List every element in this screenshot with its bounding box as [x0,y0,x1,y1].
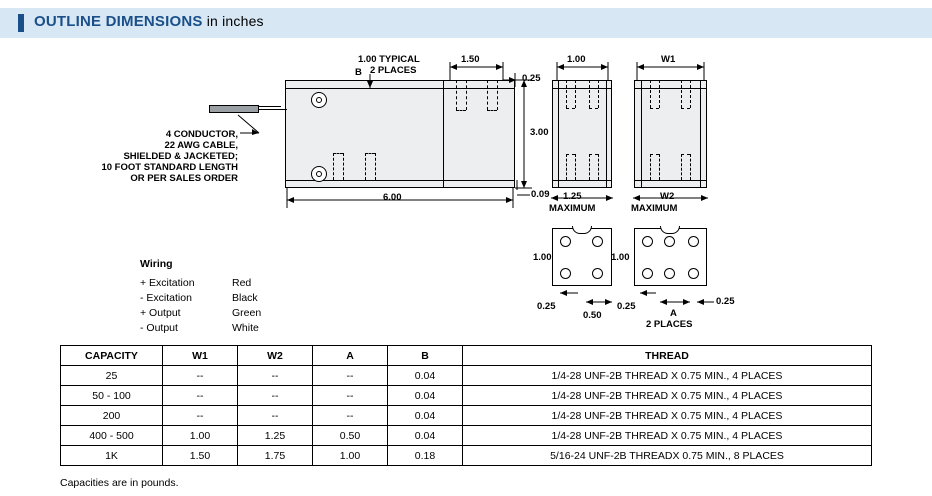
wiring-signal: + Output [140,306,181,319]
end-view-1-hole-a-r [575,80,576,108]
cable-callout-line-2: 22 AWG CABLE, [164,140,238,151]
bottom-view-2-hole-tr [688,236,699,247]
cell-capacity: 1K [61,446,163,466]
col-w2: W2 [238,346,313,366]
cell-thread: 1/4-28 UNF-2B THREAD X 0.75 MIN., 4 PLACES [463,366,872,386]
end-view-1-body [552,80,612,188]
dim-bottom-1-00-right: 1.00 [611,252,630,263]
wiring-row [140,275,261,290]
end-view-1-right-edge [606,80,607,188]
dim-bottom-0-25-a: 0.25 [537,301,556,312]
dim-1-00-endview: 1.00 [567,54,586,65]
dimensions-table [60,345,872,466]
table-header-row [61,346,872,366]
cell-w2: 1.75 [238,446,313,466]
cable-callout-line-1: 4 CONDUCTOR, [165,129,238,140]
callout-2-places: 2 PLACES [370,65,417,76]
end-view-2-hole-a-r [659,80,660,108]
dim-6-00: 6.00 [383,192,402,203]
col-capacity: CAPACITY [61,346,163,366]
table-row [61,386,872,406]
end-view-1-hole-c-t [566,154,575,155]
end-view-2-hole-d-l [681,154,682,180]
wiring-table [140,275,261,335]
table-note: Capacities are in pounds. [60,477,179,489]
end-view-1-hole-c-r [575,154,576,180]
cable-callout-line-3: SHIELDED & JACKETED; [123,151,238,162]
outline-drawing [0,40,932,340]
end-view-2-body [634,80,707,188]
col-b: B [388,346,463,366]
end-view-2-hole-d-t [681,154,690,155]
end-view-1-hole-b-r [598,80,599,108]
bottom-view-2-hole-bl [642,268,653,279]
bottom-view-2-hole-br [688,268,699,279]
cell-w1: 1.50 [163,446,238,466]
end-view-1-hole-a-b [566,108,575,109]
wiring-row [140,305,261,320]
end-view-1-hole-b-b [589,108,598,109]
col-w1: W1 [163,346,238,366]
wiring-title: Wiring [140,258,173,270]
bottom-view-2-hole-tl [642,236,653,247]
cell-b: 0.04 [388,386,463,406]
dim-bottom-a: A [670,308,677,319]
dim-0-25: 0.25 [522,73,541,84]
cell-w1: -- [163,386,238,406]
label-bottom-2-places: 2 PLACES [646,319,693,330]
end-view-1-hole-a-l [566,80,567,108]
end-view-2-hole-c-t [650,154,659,155]
cell-w1: 1.00 [163,426,238,446]
cell-thread: 5/16-24 UNF-2B THREADX 0.75 MIN., 8 PLACES [463,446,872,466]
cell-w1: -- [163,406,238,426]
dim-w1: W1 [661,54,676,65]
end-view-2-right-edge [700,80,701,188]
col-thread: THREAD [463,346,872,366]
dim-bottom-0-25-c: 0.25 [716,296,735,307]
end-view-2-bottom-strip [634,180,707,181]
cable-callout-line-4: 10 FOOT STANDARD LENGTH [101,162,238,173]
end-view-2-hole-c-l [650,154,651,180]
end-view-1-hole-d-t [589,154,598,155]
callout-b-leader: B [355,67,362,78]
cell-b: 0.04 [388,366,463,386]
wiring-signal: - Excitation [140,291,192,304]
bottom-view-1-hole-bl [560,268,571,279]
cell-w2: -- [238,386,313,406]
callout-typical: 1.00 TYPICAL [358,54,420,65]
end-view-2-hole-d-r [690,154,691,180]
page-title-sub: in inches [202,13,264,29]
cell-thread: 1/4-28 UNF-2B THREAD X 0.75 MIN., 4 PLACES [463,426,872,446]
cell-thread: 1/4-28 UNF-2B THREAD X 0.75 MIN., 4 PLACES [463,406,872,426]
cell-a: -- [313,386,388,406]
dim-1-25: 1.25 [563,191,582,202]
cell-capacity: 200 [61,406,163,426]
wiring-color: Red [232,276,252,289]
wiring-row [140,290,261,305]
end-view-1-hole-d-l [589,154,590,180]
dim-3-00: 3.00 [530,127,549,138]
page-title-main: OUTLINE DIMENSIONS [34,13,203,30]
cell-a: -- [313,366,388,386]
bottom-view-1-hole-tl [560,236,571,247]
end-view-1-hole-b-l [589,80,590,108]
wiring-color: Green [232,306,262,319]
label-maximum-1: MAXIMUM [549,203,596,214]
label-maximum-2: MAXIMUM [631,203,678,214]
wiring-signal: + Excitation [140,276,195,289]
cell-capacity: 50 - 100 [61,386,163,406]
end-view-2-hole-b-b [681,108,690,109]
cell-w1: -- [163,366,238,386]
dim-bottom-1-00-left: 1.00 [533,252,552,263]
section-banner [0,8,932,38]
end-view-1-top-strip [552,88,612,89]
cable-callout-line-5: OR PER SALES ORDER [130,173,238,184]
cell-capacity: 25 [61,366,163,386]
end-view-2-hole-c-r [659,154,660,180]
col-a: A [313,346,388,366]
table-row [61,446,872,466]
dim-bottom-0-25-b: 0.25 [617,301,636,312]
cell-w2: 1.25 [238,426,313,446]
end-view-2-top-strip [634,88,707,89]
table-row [61,406,872,426]
cell-w2: -- [238,366,313,386]
end-view-1-hole-d-r [598,154,599,180]
cell-a: 1.00 [313,446,388,466]
bottom-view-2-hole-bm [664,268,675,279]
page-title [34,13,264,30]
cell-b: 0.04 [388,426,463,446]
banner-accent-bar [18,14,24,32]
cell-w2: -- [238,406,313,426]
wiring-signal: - Output [140,321,178,334]
end-view-2-hole-a-l [650,80,651,108]
end-view-1-hole-c-l [566,154,567,180]
dim-bottom-0-50: 0.50 [583,310,602,321]
wiring-color: Black [232,291,258,304]
end-view-2-hole-a-b [650,108,659,109]
wiring-row [140,320,261,335]
wiring-block [140,258,261,335]
cell-capacity: 400 - 500 [61,426,163,446]
table-row [61,366,872,386]
end-view-1-bottom-strip [552,180,612,181]
cell-b: 0.18 [388,446,463,466]
cell-thread: 1/4-28 UNF-2B THREAD X 0.75 MIN., 4 PLACES [463,386,872,406]
cell-a: 0.50 [313,426,388,446]
end-view-2-hole-b-l [681,80,682,108]
dim-0-09: 0.09 [531,189,550,200]
dim-w2: W2 [660,191,675,202]
end-view-2-hole-b-r [690,80,691,108]
bottom-view-1-hole-tr [592,236,603,247]
dim-1-50: 1.50 [461,54,480,65]
table-row [61,426,872,446]
bottom-view-1-hole-br [592,268,603,279]
end-view-1-left-edge [558,80,559,188]
cell-b: 0.04 [388,406,463,426]
end-view-2-left-edge [641,80,642,188]
cell-a: -- [313,406,388,426]
bottom-view-2-hole-tm [664,236,675,247]
wiring-color: White [232,321,259,334]
